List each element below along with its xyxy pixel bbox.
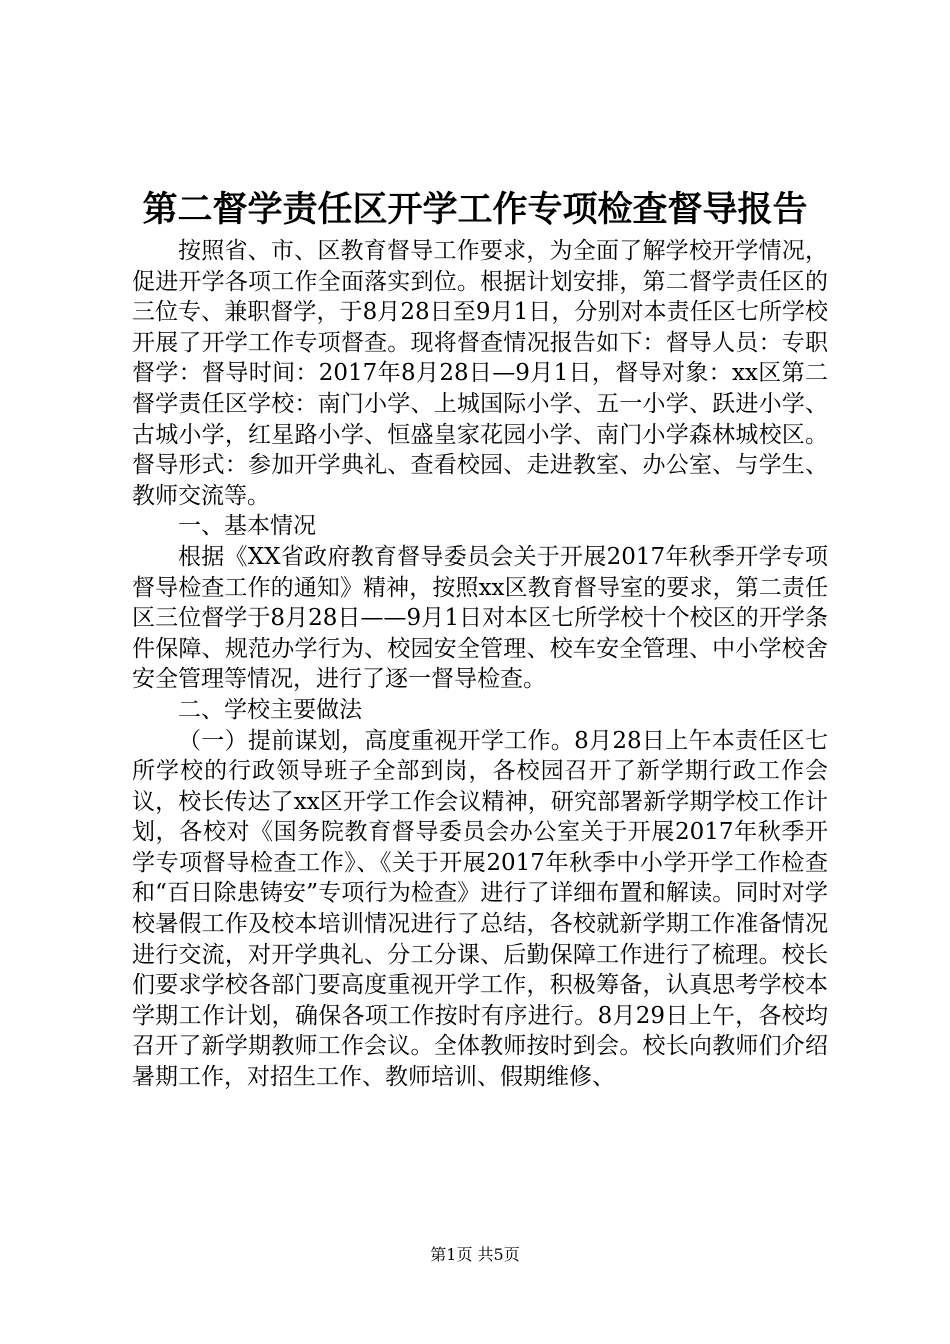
paragraph-intro: 按照省、市、区教育督导工作要求，为全面了解学校开学情况，促进开学各项工作全面落实到位。根据计划安排，第二督学责任区的三位专、兼职督学，于8月28日至9月1日，分别对本责任区七所学校开展了开学工作专项督查。现将督查情况报告如下：督导人员：专职督学：督导时间：2017年8月28日—9月1日，督导对象：xx区第二督学责任区学校：南门小学、上城国际小学、五一小学、跃进小学、古城小学，红星路小学、恒盛皇家花园小学、南门小学森林城校区。督导形式：参加开学典礼、查看校园、走进教室、办公室、与学生、教师交流等。 — [132, 238, 828, 509]
section-heading-basic-situation: 一、基本情况 — [178, 513, 316, 540]
section-heading-school-practices: 二、学校主要做法 — [178, 696, 362, 723]
paragraph-basic-situation: 根据《XX省政府教育督导委员会关于开展2017年秋季开学专项督导检查工作的通知》精神，按照xx区教育督导室的要求，第二责任区三位督学于8月28日——9月1日对本区七所学校十个校区的开学条件保障、规范办学行为、校园安全管理、校车安全管理、中小学校舍安全管理等情况，进行了逐一督导检查。 — [132, 543, 828, 693]
paragraph-school-practices-1: （一）提前谋划，高度重视开学工作。8月28日上午本责任区七所学校的行政领导班子全部到岗，各校园召开了新学期行政工作会议，校长传达了xx区开学工作会议精神，研究部署新学期学校工作计划，各校对《国务院教育督导委员会办公室关于开展2017年秋季开学专项督导检查工作》、《关于开展2017年秋季中小学开学工作检查和“百日除患铸安”专项行为检查》进行了详细布置和解读。同时对学校暑假工作及校本培训情况进行了总结，各校就新学期工作准备情况进行交流，对开学典礼、分工分课、后勤保障工作进行了梳理。校长们要求学校各部门要高度重视开学工作，积极筹备，认真思考学校本学期工作计划，确保各项工作按时有序进行。8月29日上午，各校均召开了新学期教师工作会议。全体教师按时到会。校长向教师们介绍暑期工作，对招生工作、教师培训、假期维修、 — [132, 727, 828, 1091]
document-body — [132, 236, 828, 1093]
document-title: 第二督学责任区开学工作专项检查督导报告 — [142, 189, 808, 230]
page-number-footer: 第1页 共5页 — [430, 1245, 520, 1264]
